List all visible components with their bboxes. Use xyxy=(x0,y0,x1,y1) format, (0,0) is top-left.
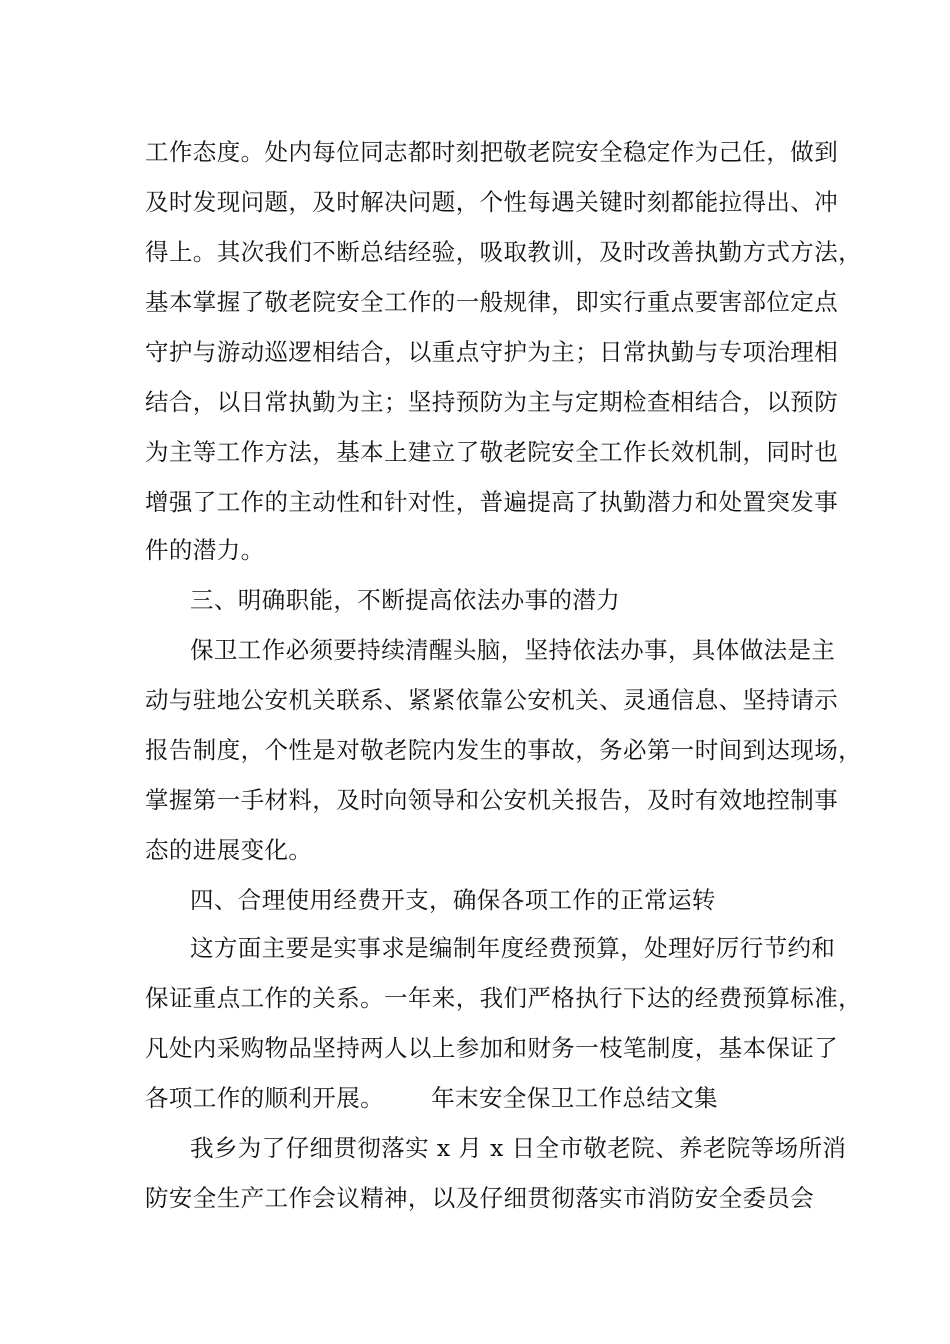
text-line: 及时发现问题，及时解决问题，个性每遇关键时刻都能拉得出、冲 xyxy=(145,188,839,216)
text-line: 态的进展变化。 xyxy=(145,836,313,864)
text-line: 保卫工作必须要持续清醒头脑，坚持依法办事，具体做法是主 xyxy=(190,636,836,664)
text-line: 动与驻地公安机关联系、紧紧依靠公安机关、灵通信息、坚持请示 xyxy=(145,686,839,714)
text-line: 防安全生产工作会议精神，以及仔细贯彻落实市消防安全委员会 xyxy=(145,1184,815,1212)
text-line: 我乡为了仔细贯彻落实 x 月 x 日全市敬老院、养老院等场所消 xyxy=(190,1134,847,1162)
text-line: 得上。其次我们不断总结经验，吸取教训，及时改善执勤方式方法， xyxy=(145,238,862,266)
text-line: 这方面主要是实事求是编制年度经费预算，处理好厉行节约和 xyxy=(190,934,836,962)
section-heading: 四、合理使用经费开支，确保各项工作的正常运转 xyxy=(190,886,716,914)
text-line: 掌握第一手材料，及时向领导和公安机关报告，及时有效地控制事 xyxy=(145,786,839,814)
text-line: 各项工作的顺利开展。 年末安全保卫工作总结文集 xyxy=(145,1084,719,1112)
text-line: 基本掌握了敬老院安全工作的一般规律，即实行重点要害部位定点 xyxy=(145,288,839,316)
text-line: 凡处内采购物品坚持两人以上参加和财务一枝笔制度，基本保证了 xyxy=(145,1034,839,1062)
text-line: 守护与游动巡逻相结合，以重点守护为主；日常执勤与专项治理相 xyxy=(145,338,839,366)
text-line: 工作态度。处内每位同志都时刻把敬老院安全稳定作为己任，做到 xyxy=(145,138,839,166)
text-line: 为主等工作方法，基本上建立了敬老院安全工作长效机制，同时也 xyxy=(145,438,839,466)
text-line: 件的潜力。 xyxy=(145,536,265,564)
text-line: 增强了工作的主动性和针对性，普遍提高了执勤潜力和处置突发事 xyxy=(145,488,839,516)
text-line: 结合，以日常执勤为主；坚持预防为主与定期检查相结合，以预防 xyxy=(145,388,839,416)
text-line: 保证重点工作的关系。一年来，我们严格执行下达的经费预算标准， xyxy=(145,984,862,1012)
text-line: 报告制度，个性是对敬老院内发生的事故，务必第一时间到达现场， xyxy=(145,736,862,764)
section-heading: 三、明确职能，不断提高依法办事的潜力 xyxy=(190,586,621,614)
